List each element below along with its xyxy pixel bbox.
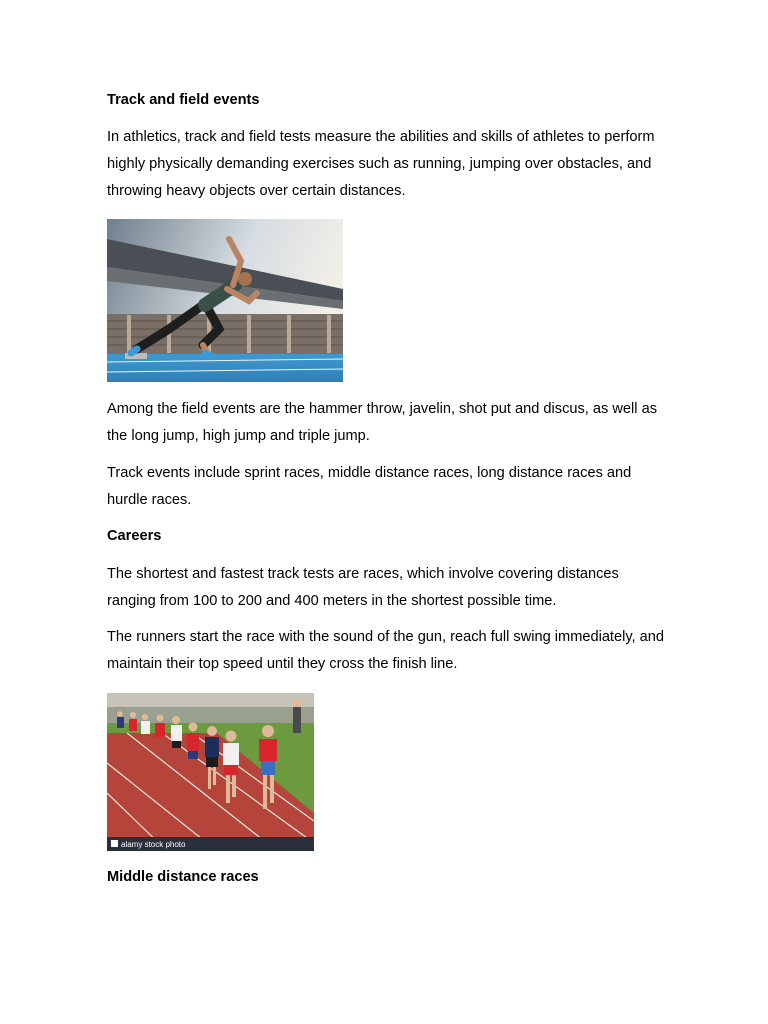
- paragraph-sprint-races: The shortest and fastest track tests are races, which involve covering distances ranging from 100 to 200 and 400 meters in the shortest possible time.: [107, 566, 619, 609]
- paragraph-intro: In athletics, track and field tests measure the abilities and skills of athletes to perform highly physically demanding exercises such as running, jumping over obstacles, and throwing heavy objects over certain distances.: [107, 129, 655, 199]
- paragraph-field-events: Among the field events are the hammer throw, javelin, shot put and discus, as well as the long jump, high jump and triple jump.: [107, 401, 657, 444]
- sprinter-starting-block-photo: [107, 219, 343, 382]
- section-heading-careers: Careers: [107, 528, 162, 544]
- section-heading-track-and-field: Track and field events: [107, 92, 260, 108]
- runners-photo-illustration: [107, 693, 314, 851]
- runners-on-track-photo: [107, 693, 314, 851]
- sprinter-photo-illustration: [107, 219, 343, 382]
- paragraph-race-start: The runners start the race with the sound of the gun, reach full swing immediately, and maintain their top speed until they cross the finish line.: [107, 629, 665, 672]
- paragraph-track-events: Track events include sprint races, middle distance races, long distance races and hurdle races.: [107, 465, 632, 508]
- section-heading-middle-distance: Middle distance races: [107, 869, 259, 885]
- alamy-logo-icon: [111, 840, 118, 847]
- watermark-text: alamy stock photo: [121, 840, 186, 849]
